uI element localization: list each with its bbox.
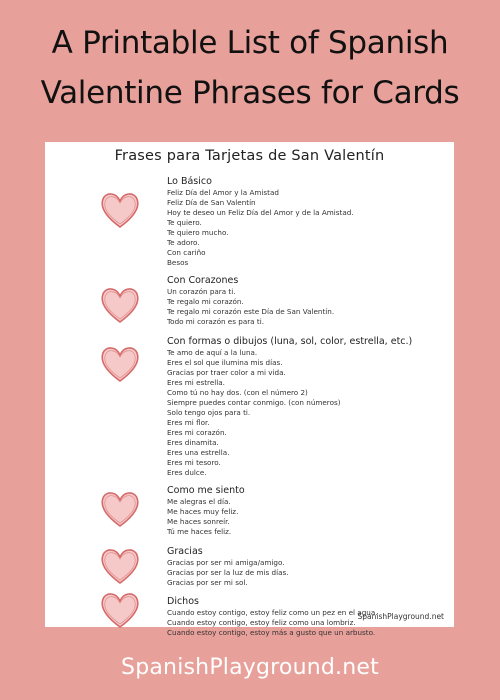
section-heading: Lo Básico — [167, 176, 212, 187]
phrase-line: Te regalo mi corazón este Día de San Valentín. — [167, 307, 335, 316]
phrase-line: Eres una estrella. — [167, 448, 230, 457]
heart-icon — [97, 543, 143, 589]
heart-icon — [97, 341, 143, 387]
phrase-line: Gracias por ser la luz de mis días. — [167, 568, 289, 577]
section-heading: Con Corazones — [167, 275, 239, 286]
phrase-line: Eres dulce. — [167, 468, 207, 477]
title-line-1: A Printable List of Spanish — [51, 25, 449, 61]
phrase-line: Eres dinamita. — [167, 438, 219, 447]
phrase-line: Cuando estoy contigo, estoy feliz como una lombriz. — [167, 618, 356, 627]
phrase-line: Te regalo mi corazón. — [167, 297, 244, 306]
phrase-line: Gracias por ser mi sol. — [167, 578, 248, 587]
phrase-line: Feliz Día del Amor y la Amistad — [167, 188, 279, 197]
phrase-line: Besos — [167, 258, 189, 267]
heart-icon — [97, 282, 143, 328]
phrase-line: Te quiero. — [167, 218, 202, 227]
section-heading: Gracias — [167, 546, 203, 557]
phrase-line: Gracias por traer color a mi vida. — [167, 368, 286, 377]
phrase-line: Como tú no hay dos. (con el número 2) — [167, 388, 308, 397]
title-line-2: Valentine Phrases for Cards — [40, 75, 460, 111]
phrase-line: Hoy te deseo un Feliz Día del Amor y de la Amistad. — [167, 208, 354, 217]
sheet-title: Frases para Tarjetas de San Valentín — [114, 148, 385, 164]
phrase-line: Cuando estoy contigo, estoy más a gusto que un arbusto. — [167, 628, 376, 637]
phrase-line: Te quiero mucho. — [167, 228, 229, 237]
section-heading: Como me siento — [167, 485, 245, 496]
phrase-line: Me haces sonreír. — [167, 517, 230, 526]
heart-icon — [97, 187, 143, 233]
phrase-line: Con cariño — [167, 248, 206, 257]
heart-icon — [97, 587, 143, 633]
phrase-line: Un corazón para ti. — [167, 287, 236, 296]
phrase-line: Feliz Día de San Valentín — [167, 198, 256, 207]
printable-sheet — [45, 142, 454, 637]
phrase-line: Solo tengo ojos para ti. — [167, 408, 251, 417]
section-heading: Con formas o dibujos (luna, sol, color, estrella, etc.) — [167, 336, 413, 347]
phrase-line: Gracias por ser mi amiga/amigo. — [167, 558, 285, 567]
section-heading: Dichos — [167, 596, 199, 607]
phrase-line: Te amo de aquí a la luna. — [167, 348, 258, 357]
phrase-line: Eres mi estrella. — [167, 378, 225, 387]
phrase-line: Eres el sol que ilumina mis días. — [167, 358, 283, 367]
phrase-line: Tú me haces feliz. — [167, 527, 232, 536]
heart-icon — [97, 486, 143, 532]
site-footer-link[interactable]: SpanishPlayground.net — [121, 655, 379, 680]
phrase-line: Todo mi corazón es para ti. — [167, 317, 264, 326]
phrase-line: Eres mi flor. — [167, 418, 210, 427]
page-title — [0, 18, 500, 118]
phrase-line: Me haces muy feliz. — [167, 507, 239, 516]
phrase-line: Cuando estoy contigo, estoy feliz como un pez en el agua. — [167, 608, 378, 617]
phrase-line: Me alegras el día. — [167, 497, 231, 506]
phrase-line: Te adoro. — [167, 238, 200, 247]
phrase-line: Eres mi corazón. — [167, 428, 227, 437]
phrase-line: Siempre puedes contar conmigo. (con números) — [167, 398, 341, 407]
sheet-credit: SpanishPlayground.net — [357, 612, 444, 621]
phrase-line: Eres mi tesoro. — [167, 458, 221, 467]
